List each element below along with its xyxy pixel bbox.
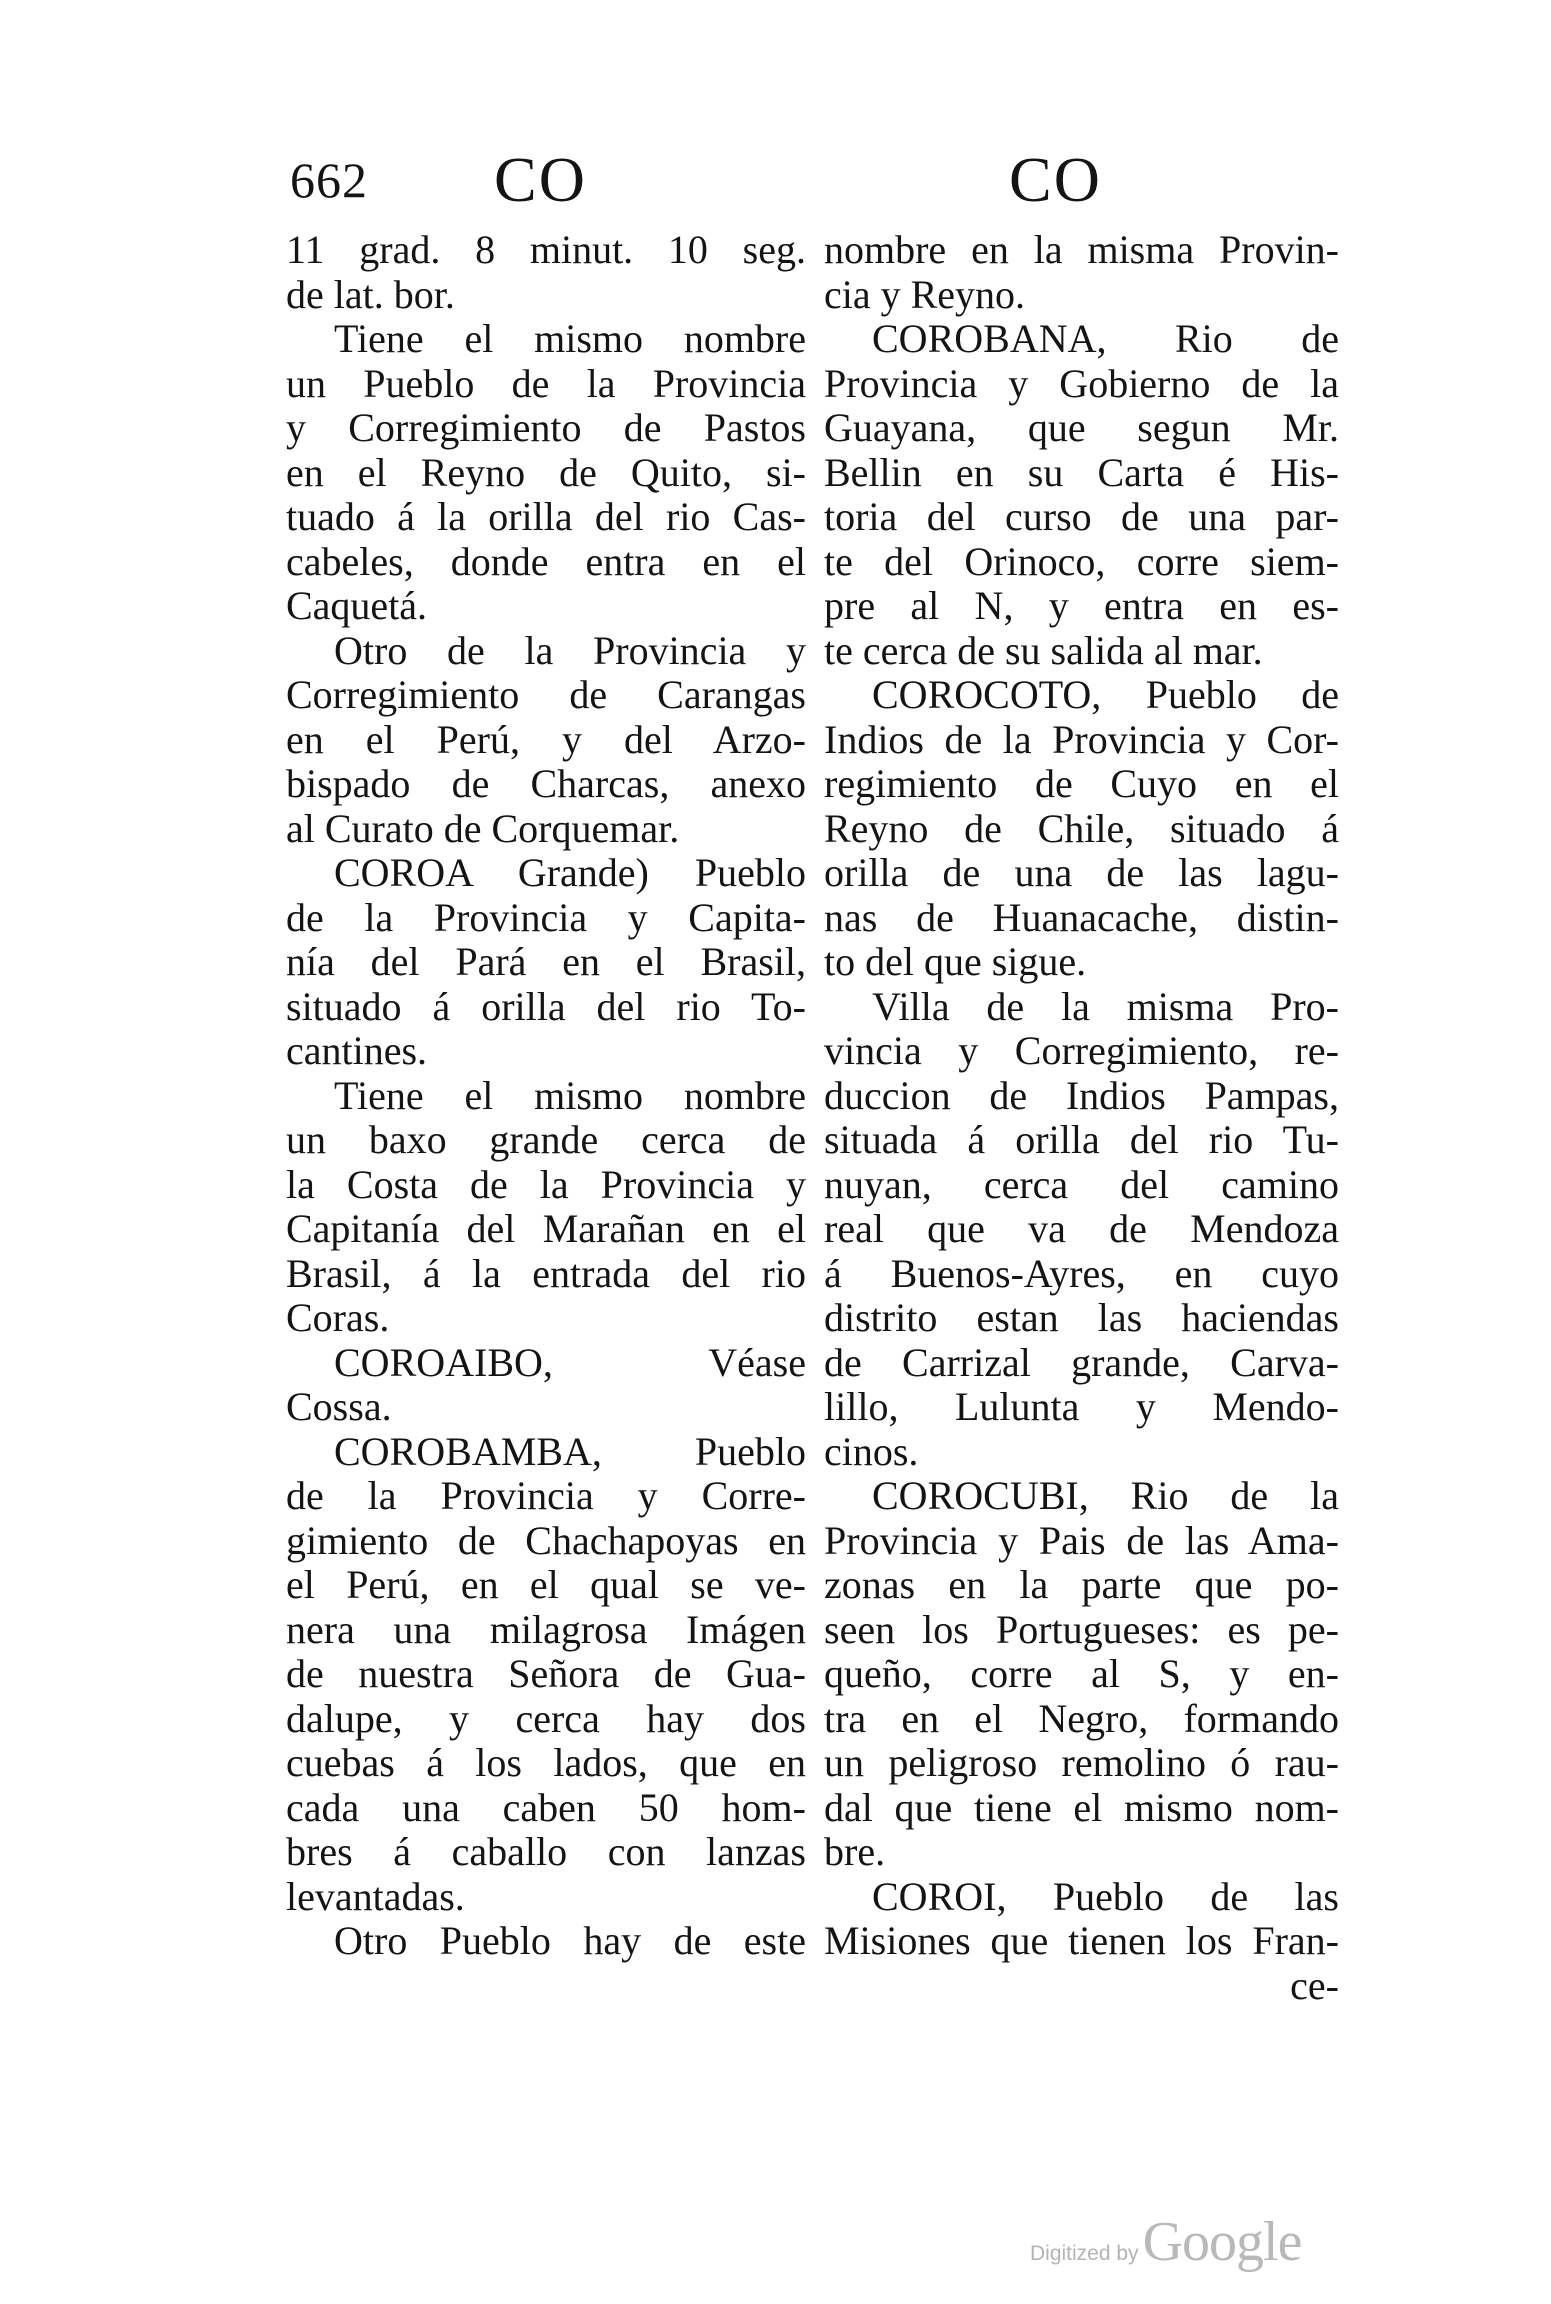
text-line: bres á caballo con lanzas [286,1829,806,1874]
text-line: nombre en la misma Provin- [824,227,1339,272]
text-line: COROA Grande) Pueblo [334,850,806,895]
text-line: cabeles, donde entra en el [286,538,806,584]
text-line: y Corregimiento de Pastos [286,405,806,450]
text-line: en el Perú, y del Arzo- [286,716,806,762]
text-line: Otro Pueblo hay de este [334,1918,806,1963]
text-line: Coras. [286,1295,390,1340]
running-head-left: CO [494,144,587,215]
right-text-column [824,228,1339,2008]
text-line: Corregimiento de Carangas [286,672,806,717]
text-line: de la Provincia y Corre- [286,1473,806,1518]
text-line: COROI, Pueblo de las [872,1873,1339,1919]
text-line: de lat. bor. [286,271,455,317]
text-line: 11 grad. 8 minut. 10 seg. [286,227,806,272]
text-line: situada á orilla del rio Tu- [824,1117,1339,1162]
text-line: Bellin en su Carta é His- [824,449,1339,495]
text-line: real que va de Mendoza [824,1206,1339,1251]
text-line: duccion de Indios Pampas, [824,1072,1339,1118]
text-line: Guayana, que segun Mr. [824,405,1339,450]
google-logo: Google [1142,2211,1302,2273]
text-line: situado á orilla del rio To- [286,983,806,1029]
text-line: Villa de la misma Pro- [872,983,1339,1029]
text-line: de nuestra Señora de Gua- [286,1651,806,1696]
text-line: á Buenos-Ayres, en cuyo [824,1250,1339,1296]
text-line: COROCUBI, Rio de la [872,1473,1339,1518]
text-line: zonas en la parte que po- [824,1562,1339,1607]
text-line: pre al N, y entra en es- [824,583,1339,628]
page-number: 662 [290,152,368,208]
text-line: cada una caben 50 hom- [286,1784,806,1830]
text-line: to del que sigue. [824,939,1087,984]
text-line: bispado de Charcas, anexo [286,761,806,806]
text-line: nas de Huanacache, distin- [824,894,1339,940]
text-line: te del Orinoco, corre siem- [824,538,1339,584]
watermark-prefix: Digitized by [1030,2242,1139,2265]
catchword: ce- [1290,1962,1339,2008]
text-line: lillo, Lulunta y Mendo- [824,1384,1339,1429]
text-line: distrito estan las haciendas [824,1295,1339,1340]
text-line: COROCOTO, Pueblo de [872,672,1339,717]
text-line: dal que tiene el mismo nom- [824,1784,1339,1830]
digitized-by-google-watermark [1030,2210,1350,2280]
text-line: COROAIBO, Véase [334,1339,806,1385]
text-line: COROBAMBA, Pueblo [334,1428,806,1474]
text-line: gimiento de Chachapoyas en [286,1517,806,1563]
text-line: Misiones que tienen los Fran- [824,1918,1339,1963]
page-header [0,140,1551,220]
text-line: tra en el Negro, formando [824,1695,1339,1741]
text-line: nuyan, cerca del camino [824,1161,1339,1207]
text-line: vincia y Corregimiento, re- [824,1028,1339,1073]
text-line: un peligroso remolino ó rau- [824,1740,1339,1785]
text-line: Caquetá. [286,583,428,628]
text-line: Cossa. [286,1384,392,1429]
text-line: de la Provincia y Capita- [286,894,806,940]
text-line: de Carrizal grande, Carva- [824,1339,1339,1385]
text-line: el Perú, en el qual se ve- [286,1562,806,1607]
text-line: Provincia y Pais de las Ama- [824,1517,1339,1563]
text-line: Reyno de Chile, situado á [824,805,1339,851]
text-line: nera una milagrosa Imágen [286,1606,806,1652]
text-line: queño, corre al S, y en- [824,1651,1339,1696]
text-line: bre. [824,1829,886,1874]
text-line: Tiene el mismo nombre [334,1072,806,1118]
text-line: dalupe, y cerca hay dos [286,1695,806,1741]
text-line: orilla de una de las lagu- [824,850,1339,895]
text-line: Brasil, á la entrada del rio [286,1250,806,1296]
text-line: un Pueblo de la Provincia [286,360,806,406]
text-line: Indios de la Provincia y Cor- [824,716,1339,762]
text-line: seen los Portugueses: es pe- [824,1606,1339,1652]
text-line: un baxo grande cerca de [286,1117,806,1162]
left-text-column [286,228,806,1964]
running-head-right: CO [1009,144,1102,215]
text-line: levantadas. [286,1873,465,1919]
text-line: cantines. [286,1028,428,1073]
text-line: cuebas á los lados, que en [286,1740,806,1785]
text-line: la Costa de la Provincia y [286,1161,806,1207]
text-line: Provincia y Gobierno de la [824,360,1339,406]
text-line: toria del curso de una par- [824,494,1339,539]
text-line: cinos. [824,1428,919,1474]
text-line: cia y Reyno. [824,271,1026,317]
text-line: regimiento de Cuyo en el [824,761,1339,806]
text-line: Tiene el mismo nombre [334,316,806,361]
text-line: te cerca de su salida al mar. [824,627,1263,673]
text-line: COROBANA, Rio de [872,316,1339,361]
text-line: al Curato de Corquemar. [286,805,680,851]
text-line: tuado á la orilla del rio Cas- [286,494,806,539]
text-line: en el Reyno de Quito, si- [286,449,806,495]
text-line: nía del Pará en el Brasil, [286,939,806,984]
text-line: Otro de la Provincia y [334,627,806,673]
text-line: Capitanía del Marañan en el [286,1206,806,1251]
